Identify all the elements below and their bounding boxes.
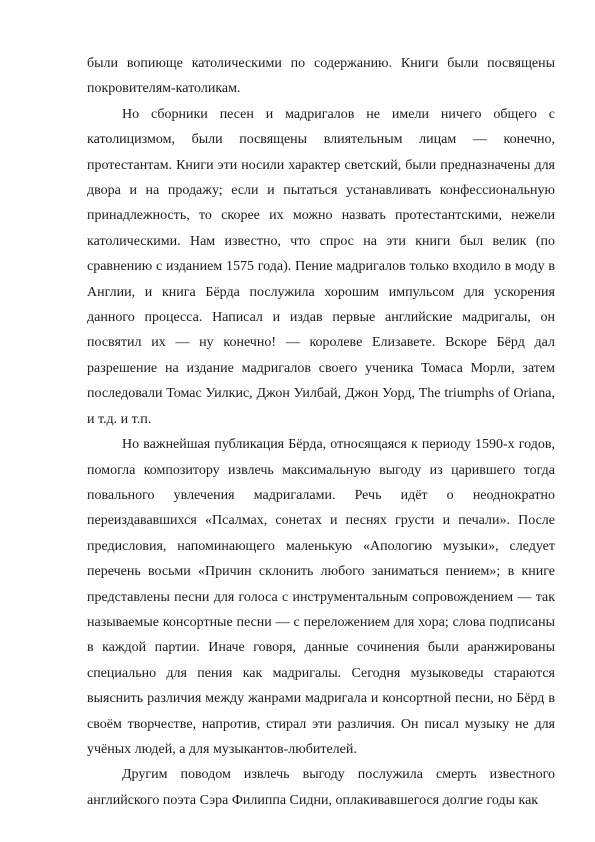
paragraph: Но важнейшая публикация Бёрда, относящаяся к периоду 1590-х годов, помогла композитору извлечь максимальную выгоду из царившего тогда повального увлечения мадригалами. Речь идёт о неоднократно переиздававшихся «Псалмах, сонетах и песнях грусти и печали». После предисловия, напоминающего маленькую «Апологию музыки», следует перечень восьми «Причин склонить любого заниматься пением»; в книге представлены песни для голоса с инструментальным сопровождением — так называемые консортные песни — с переложением для хора; слова подписаны в каждой партии. Иначе говоря, данные сочинения были аранжированы специально для пения как мадригалы. Сегодня музыковеды стараются выяснить различия между жанрами мадригала и консортной песни, но Бёрд в своём творчестве, напротив, стирал эти различия. Он писал музыку не для учёных людей, а для музыкантов-любителей. <box>87 437 555 757</box>
paragraph: Другим поводом извлечь выгоду послужила смерть известного английского поэта Сэра Филиппа Сидни, оплакивавшегося долгие годы как <box>87 767 555 808</box>
document-body <box>87 51 555 813</box>
paragraph: Но сборники песен и мадригалов не имели ничего общего с католицизмом, были посвящены влиятельным лицам — конечно, протестантам. Книги эти носили характер светский, были предназначены для двора и на продажу; если и пытаться устанавливать конфессиональную принадлежность, то скорее их можно назвать протестантскими, нежели католическими. Нам известно, что спрос на эти книги был велик (по сравнению с изданием 1575 года). Пение мадригалов только входило в моду в Англии, и книга Бёрда послужила хорошим импульсом для ускорения данного процесса. Написал и издав первые английские мадригалы, он посвятил их — ну конечно! — королеве Елизавете. Вскоре Бёрд дал разрешение на издание мадригалов своего ученика Томаса Морли, затем последовали Томас Уилкис, Джон Уилбай, Джон Уорд, The triumphs of Oriana, и т.д. и т.п. <box>87 106 555 427</box>
paragraph-continuation: были вопиюще католическими по содержанию. Книги были посвящены покровителям-католикам. <box>87 56 555 97</box>
